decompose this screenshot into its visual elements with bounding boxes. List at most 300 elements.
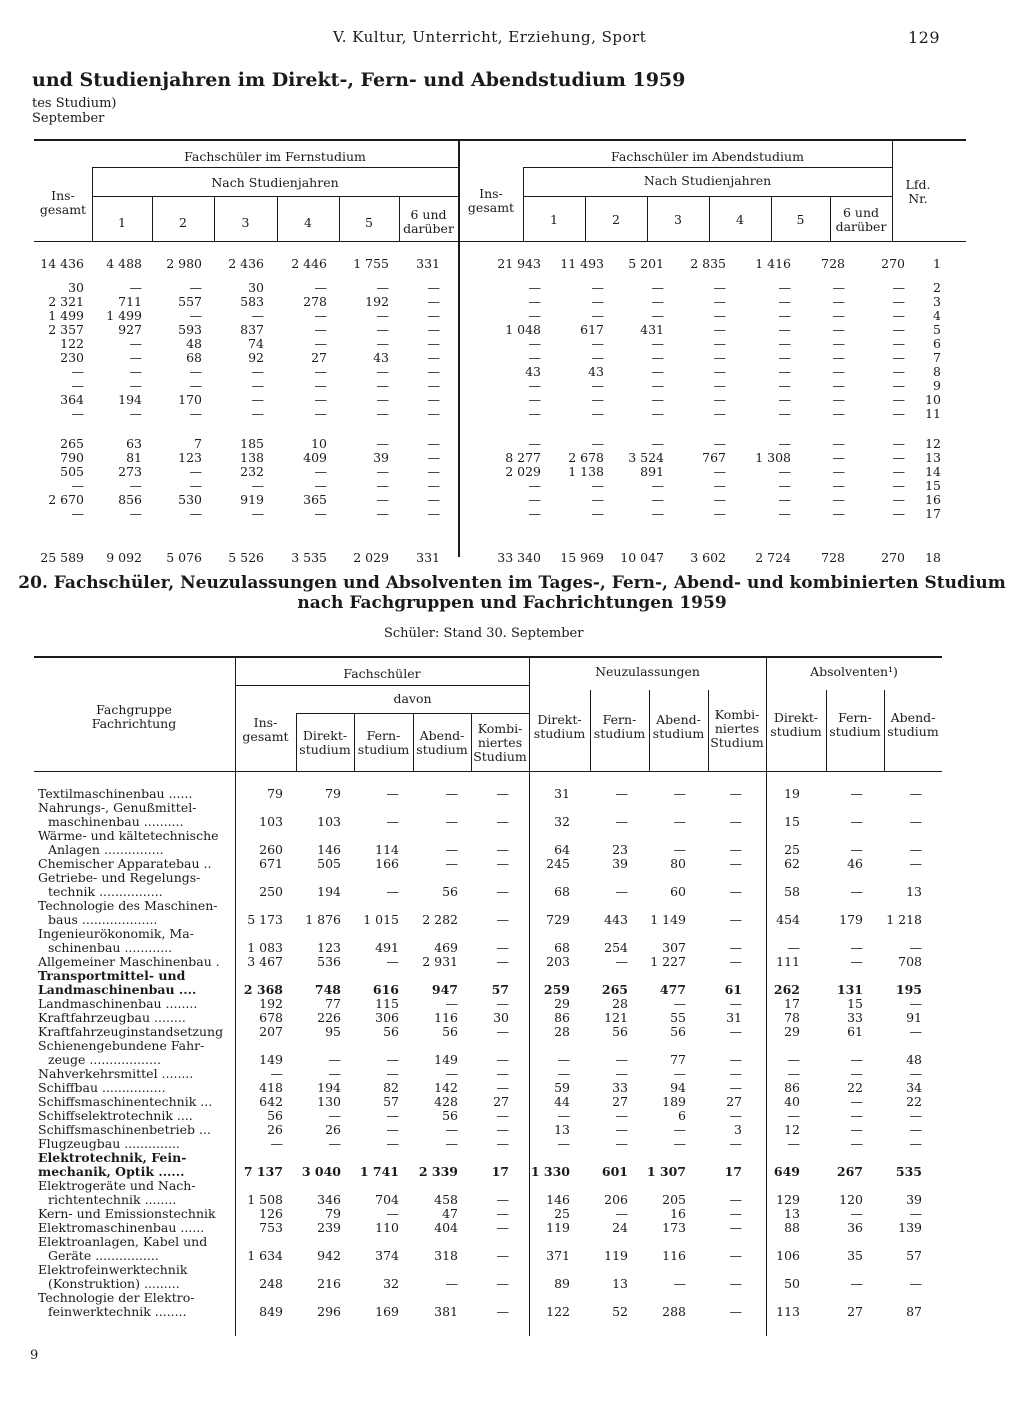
table-cell: 331 [416, 256, 440, 271]
table-cell: — [850, 814, 863, 829]
table-cell: — [909, 1206, 922, 1221]
table2-subtitle: Schüler: Stand 30. September [384, 626, 584, 641]
table-cell: 7 137 [243, 1164, 283, 1179]
table-cell: — [427, 406, 440, 421]
table-row [38, 857, 930, 871]
table-cell: — [427, 280, 440, 295]
table-cell: 226 [317, 1010, 341, 1025]
row-label [38, 969, 234, 997]
table-cell: — [778, 392, 791, 407]
table-cell: 616 [372, 982, 399, 997]
table-cell: — [314, 364, 327, 379]
table-cell: 146 [317, 842, 341, 857]
page-number: 129 [908, 28, 941, 47]
table-cell: 250 [259, 884, 283, 899]
table-cell: — [651, 336, 664, 351]
table-cell: 454 [776, 912, 800, 927]
table-cell: 119 [604, 1248, 628, 1263]
table-cell: — [909, 1122, 922, 1137]
table-cell: — [528, 406, 541, 421]
table-cell: 33 340 [497, 550, 541, 565]
table-row [38, 1025, 930, 1039]
table-cell: 5 173 [247, 912, 283, 927]
table-cell: — [850, 1206, 863, 1221]
table-cell: 129 [776, 1192, 800, 1207]
table-cell: 748 [314, 982, 341, 997]
row-label [38, 1207, 234, 1221]
table-cell: — [850, 884, 863, 899]
table-row [34, 337, 961, 351]
table-row [38, 1221, 930, 1235]
table-cell: — [651, 378, 664, 393]
table-cell: 39 [612, 856, 628, 871]
table-cell: — [778, 336, 791, 351]
table-cell: — [729, 940, 742, 955]
table-cell: — [832, 378, 845, 393]
table-cell: 947 [431, 982, 458, 997]
table-cell: 418 [259, 1080, 283, 1095]
table-cell: 15 [784, 814, 800, 829]
table-row [38, 1123, 930, 1137]
table-cell: — [427, 492, 440, 507]
table-cell: 790 [60, 450, 84, 465]
table-cell: — [591, 336, 604, 351]
nz-fern: Fern- studium [593, 712, 646, 741]
row-label-line: feinwerktechnik ........ [48, 1304, 187, 1319]
table-cell: 7 [933, 350, 941, 365]
table-cell: 2 321 [48, 294, 84, 309]
table-cell: 2 436 [228, 256, 264, 271]
table-cell: — [376, 478, 389, 493]
table-cell: — [729, 856, 742, 871]
table-cell: — [850, 1276, 863, 1291]
table-cell: — [729, 786, 742, 801]
table-cell: — [673, 842, 686, 857]
table-cell: — [850, 786, 863, 801]
table-cell: — [615, 1066, 628, 1081]
table-cell: 22 [906, 1094, 922, 1109]
table-cell: — [651, 392, 664, 407]
table-cell: — [832, 392, 845, 407]
table-cell: 3 467 [247, 954, 283, 969]
row-label [38, 899, 234, 927]
table-cell: — [129, 478, 142, 493]
table-cell: — [713, 308, 726, 323]
table-cell: 25 [554, 1206, 570, 1221]
table-cell: 5 [933, 322, 941, 337]
table-cell: 43 [373, 350, 389, 365]
table-cell: — [892, 364, 905, 379]
table-cell: 63 [126, 436, 142, 451]
table-cell: 346 [317, 1192, 341, 1207]
table-cell: — [386, 1108, 399, 1123]
table-cell: — [496, 1248, 509, 1263]
table-cell: 27 [311, 350, 327, 365]
table-cell: — [892, 308, 905, 323]
table-cell: — [713, 478, 726, 493]
table-cell: — [386, 814, 399, 829]
table-cell: — [673, 1136, 686, 1151]
table-cell: — [591, 280, 604, 295]
table-cell: — [591, 294, 604, 309]
table-cell: — [909, 940, 922, 955]
table-cell: — [787, 1136, 800, 1151]
table-cell: 68 [554, 884, 570, 899]
table-cell: 849 [259, 1304, 283, 1319]
table-cell: 4 488 [106, 256, 142, 271]
nach-studienjahren-abend: Nach Studienjahren [643, 173, 772, 188]
table-cell: 2 446 [291, 256, 327, 271]
table-cell: — [850, 1108, 863, 1123]
table-cell: — [850, 1094, 863, 1109]
table-cell: 77 [325, 996, 341, 1011]
table-cell: — [427, 336, 440, 351]
table-cell: 146 [546, 1192, 570, 1207]
table-cell: 57 [383, 1094, 399, 1109]
table-cell: — [314, 506, 327, 521]
table-cell: 2 724 [755, 550, 791, 565]
table-cell: 409 [303, 450, 327, 465]
table-cell: 262 [773, 982, 800, 997]
table-cell: — [445, 1066, 458, 1081]
table-cell: 29 [554, 996, 570, 1011]
table-cell: — [832, 406, 845, 421]
table-cell: 173 [662, 1220, 686, 1235]
table-cell: — [71, 378, 84, 393]
table-cell: — [496, 940, 509, 955]
table-cell: 23 [612, 842, 628, 857]
table-cell: 536 [317, 954, 341, 969]
table-cell: 13 [554, 1122, 570, 1137]
row-label-line: Schienengebundene Fahr- [38, 1038, 205, 1053]
table-cell: — [850, 1136, 863, 1151]
year-6-abend: 6 und darüber [835, 205, 887, 234]
table-row [38, 955, 930, 969]
table-cell: — [386, 1136, 399, 1151]
table-cell: — [445, 856, 458, 871]
table-cell: 111 [776, 954, 800, 969]
table-cell: 149 [259, 1052, 283, 1067]
table-cell: 32 [554, 814, 570, 829]
table-cell: 428 [434, 1094, 458, 1109]
table-cell: 767 [702, 450, 726, 465]
table-cell: 1 508 [247, 1192, 283, 1207]
year-1-abend: 1 [550, 212, 558, 227]
table-cell: 232 [240, 464, 264, 479]
table-cell: — [189, 506, 202, 521]
table-cell: 16 [925, 492, 941, 507]
table-row [34, 407, 961, 421]
table-cell: 267 [836, 1164, 863, 1179]
table-cell: 28 [554, 1024, 570, 1039]
table-cell: 13 [612, 1276, 628, 1291]
table-cell: 56 [442, 884, 458, 899]
year-5-fern: 5 [365, 215, 373, 230]
row-label-line: Elektrotechnik, Fein- [38, 1150, 187, 1165]
group-fernstudium: Fachschüler im Fernstudium [184, 149, 366, 164]
table-cell: 24 [612, 1220, 628, 1235]
table-cell: 364 [60, 392, 84, 407]
row-label [38, 1263, 234, 1291]
table-cell: — [909, 1136, 922, 1151]
table-cell: — [615, 1122, 628, 1137]
table-cell: — [778, 406, 791, 421]
table-cell: — [909, 1024, 922, 1039]
table-cell: 265 [601, 982, 628, 997]
table-cell: 57 [906, 1248, 922, 1263]
row-label-line: baus ................... [48, 912, 158, 927]
table-cell: — [427, 308, 440, 323]
table-cell: — [892, 406, 905, 421]
table-cell: 469 [434, 940, 458, 955]
table-cell: 5 076 [166, 550, 202, 565]
abs-fern: Fern- studium [829, 710, 881, 739]
table-cell: 837 [240, 322, 264, 337]
table-cell: 31 [554, 786, 570, 801]
table-cell: 60 [670, 884, 686, 899]
table-cell: — [651, 308, 664, 323]
table-cell: 270 [881, 256, 905, 271]
table-cell: 530 [178, 492, 202, 507]
row-label [38, 801, 234, 829]
table-cell: — [713, 492, 726, 507]
table-cell: — [673, 814, 686, 829]
table-cell: 431 [640, 322, 664, 337]
table-cell: — [651, 492, 664, 507]
table-cell: — [427, 478, 440, 493]
table-cell: — [787, 940, 800, 955]
table-cell: 113 [776, 1304, 800, 1319]
table-cell: — [787, 1108, 800, 1123]
table-cell: 2 368 [243, 982, 283, 997]
table-cell: 86 [784, 1080, 800, 1095]
table-cell: — [729, 954, 742, 969]
table-cell: 2 029 [505, 464, 541, 479]
table-cell: — [528, 392, 541, 407]
table-cell: — [651, 364, 664, 379]
table-row [38, 899, 930, 927]
table-cell: — [528, 350, 541, 365]
table-row [38, 1011, 930, 1025]
table-cell: 557 [178, 294, 202, 309]
table-cell: — [251, 364, 264, 379]
table-cell: 230 [60, 350, 84, 365]
row-label-line: Flugzeugbau .............. [38, 1136, 180, 1151]
table-cell: — [713, 378, 726, 393]
table-cell: — [314, 478, 327, 493]
table-cell: 1 416 [755, 256, 791, 271]
table-row [34, 465, 961, 479]
table-cell: 601 [601, 1164, 628, 1179]
table-cell: 2 [933, 280, 941, 295]
row-label-line: Getriebe- und Regelungs- [38, 870, 201, 885]
table-cell: 21 943 [497, 256, 541, 271]
table-cell: — [615, 786, 628, 801]
table-cell: — [591, 492, 604, 507]
row-label-line: Ingenieurökonomik, Ma- [38, 926, 194, 941]
table-cell: — [591, 308, 604, 323]
table-cell: 216 [317, 1276, 341, 1291]
table-cell: 203 [546, 954, 570, 969]
table-row [34, 295, 961, 309]
table-cell: — [496, 1052, 509, 1067]
table-cell: 62 [784, 856, 800, 871]
table-cell: — [615, 1108, 628, 1123]
table-cell: 1 499 [106, 308, 142, 323]
table-cell: — [909, 996, 922, 1011]
table-cell: 617 [580, 322, 604, 337]
table-cell: — [71, 406, 84, 421]
table-cell: 17 [724, 1164, 742, 1179]
table-row [38, 1039, 930, 1067]
table-cell: — [445, 1136, 458, 1151]
table-cell: 48 [906, 1052, 922, 1067]
table-cell: — [713, 336, 726, 351]
table-cell: 11 493 [560, 256, 604, 271]
table-cell: 27 [847, 1304, 863, 1319]
year-2-abend: 2 [612, 212, 620, 227]
table-cell: — [189, 308, 202, 323]
table-cell: 3 524 [628, 450, 664, 465]
table-row [34, 479, 961, 493]
table-row [34, 309, 961, 323]
row-label-line: Elektroanlagen, Kabel und [38, 1234, 208, 1249]
table-row [38, 787, 930, 801]
table-row [38, 1137, 930, 1151]
table-cell: — [386, 884, 399, 899]
table-cell: 12 [925, 436, 941, 451]
table-cell: 17 [925, 506, 941, 521]
table-cell: — [778, 322, 791, 337]
table-row [38, 1263, 930, 1291]
table-cell: — [376, 506, 389, 521]
table-cell: — [651, 506, 664, 521]
table-cell: 2 835 [690, 256, 726, 271]
fs-kombi: Kombi- niertes Studium [473, 721, 527, 764]
table-cell: 371 [546, 1248, 570, 1263]
table-cell: — [713, 392, 726, 407]
table-cell: — [909, 856, 922, 871]
row-label [38, 997, 234, 1011]
table-cell: 56 [442, 1108, 458, 1123]
table-row [34, 257, 961, 271]
table-cell: 48 [186, 336, 202, 351]
table-cell: — [496, 1192, 509, 1207]
table-cell: — [892, 492, 905, 507]
table-cell: — [376, 308, 389, 323]
table-cell: — [909, 786, 922, 801]
row-label-line: Nahrungs-, Genußmittel- [38, 800, 197, 815]
table-cell: 6 [678, 1108, 686, 1123]
group-abendstudium: Fachschüler im Abendstudium [611, 149, 804, 164]
row-label [38, 1067, 234, 1081]
table-cell: — [713, 436, 726, 451]
table-cell: 583 [240, 294, 264, 309]
table-cell: — [729, 842, 742, 857]
table-cell: — [615, 1206, 628, 1221]
table-cell: — [189, 364, 202, 379]
table-cell: — [892, 280, 905, 295]
table-cell: — [251, 406, 264, 421]
table-cell: — [427, 294, 440, 309]
table-cell: — [892, 322, 905, 337]
table-cell: 149 [434, 1052, 458, 1067]
table-cell: 278 [303, 294, 327, 309]
table-cell: 170 [178, 392, 202, 407]
table-cell: — [376, 378, 389, 393]
table-row [38, 829, 930, 857]
table-cell: — [496, 1080, 509, 1095]
table-cell: — [129, 506, 142, 521]
table-cell: 856 [118, 492, 142, 507]
table-cell: — [591, 478, 604, 493]
table-cell: — [376, 364, 389, 379]
table-cell: — [729, 1066, 742, 1081]
table-cell: 110 [375, 1220, 399, 1235]
table-cell: — [270, 1066, 283, 1081]
group-neuzulassungen: Neuzulassungen [595, 664, 700, 679]
table-cell: — [189, 464, 202, 479]
table-cell: — [427, 392, 440, 407]
table-cell: 25 589 [40, 550, 84, 565]
table1-body [34, 257, 961, 565]
table-title: und Studienjahren im Direkt-, Fern- und Abendstudium 1959 [32, 69, 686, 91]
table-cell: 239 [317, 1220, 341, 1235]
table-cell: 1 499 [48, 308, 84, 323]
table-cell: 365 [303, 492, 327, 507]
table-cell: — [778, 492, 791, 507]
table-cell: 891 [640, 464, 664, 479]
row-label [38, 871, 234, 899]
table-cell: — [729, 814, 742, 829]
table-cell: — [328, 1066, 341, 1081]
row-label [38, 1039, 234, 1067]
table-cell: 44 [554, 1094, 570, 1109]
table-cell: — [129, 336, 142, 351]
table-cell: — [376, 464, 389, 479]
table-cell: 2 980 [166, 256, 202, 271]
table-cell: 14 [925, 464, 941, 479]
table-cell: — [189, 280, 202, 295]
table-cell: — [729, 1024, 742, 1039]
table-cell: 126 [259, 1206, 283, 1221]
table-row [34, 451, 961, 465]
table-row [34, 365, 961, 379]
table-cell: 7 [194, 436, 202, 451]
table-cell: 43 [525, 364, 541, 379]
table-cell: — [673, 1276, 686, 1291]
table-cell: 593 [178, 322, 202, 337]
row-label-line: Schiffselektrotechnik .... [38, 1108, 193, 1123]
table-cell: 91 [906, 1010, 922, 1025]
table-row [34, 379, 961, 393]
table-cell: 6 [933, 336, 941, 351]
table-cell: 753 [259, 1220, 283, 1235]
table-cell: — [909, 1276, 922, 1291]
table-cell: 704 [375, 1192, 399, 1207]
table-cell: — [729, 1080, 742, 1095]
table-cell: — [778, 464, 791, 479]
table-cell: 82 [383, 1080, 399, 1095]
table-cell: 374 [375, 1248, 399, 1263]
table-cell: — [850, 1122, 863, 1137]
table-cell: — [615, 1136, 628, 1151]
table-cell: — [557, 1136, 570, 1151]
table-cell: — [892, 336, 905, 351]
table-cell: — [832, 336, 845, 351]
row-label [38, 787, 234, 801]
row-label [38, 857, 234, 871]
